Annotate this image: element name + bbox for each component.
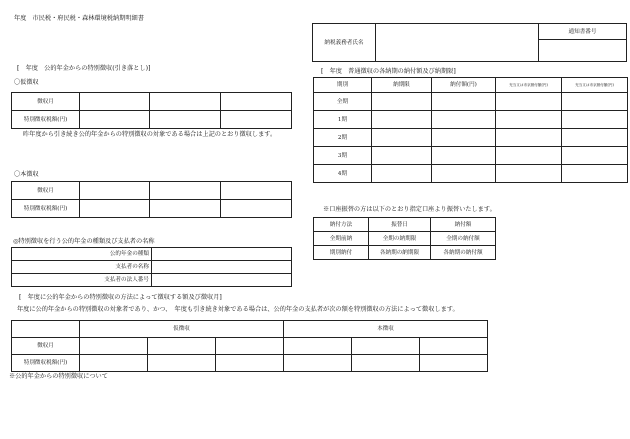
ordinary-cell: [562, 93, 628, 111]
pension-type-label: 公的年金の種類: [12, 248, 152, 261]
bank-header-amount: 納付額: [431, 218, 496, 232]
footer-note: ※公的年金からの特別徴収について: [9, 373, 108, 380]
provisional-note: 昨年度から引き続き公的年金からの特別徴収の対象である場合は上記のとおり徴収します。: [23, 131, 277, 138]
next-note: 年度に公的年金からの特別徴収の対象者であり、かつ、 年度も引き続き対象である場合は、公的年金の支払者が次の額を特別徴収の方法によって徴収します。: [17, 306, 459, 313]
next-main-header: 本徴収: [284, 321, 488, 338]
bank-amount: 各納期の納付額: [431, 246, 496, 260]
bank-amount: 全期の納付額: [431, 232, 496, 246]
next-section-title: [ 年度に公的年金からの特別徴収の方法によって徴収する額及び徴収月]: [19, 294, 222, 301]
taxpayer-name-label: 納税義務者氏名: [313, 24, 376, 62]
next-corner-cell: [12, 321, 80, 338]
ordinary-cell: [432, 165, 496, 183]
bank-header-method: 納付方法: [314, 218, 369, 232]
ordinary-period-label: 4期: [314, 165, 372, 183]
provisional-amount-label: 特別徴収税額(円): [12, 111, 80, 129]
bank-transfer-date: 全期の納期限: [369, 232, 431, 246]
next-cell: [284, 338, 352, 355]
ordinary-period-label: 2期: [314, 129, 372, 147]
main-month-cell: [150, 182, 221, 200]
ordinary-cell: [432, 93, 496, 111]
ordinary-cell: [372, 165, 432, 183]
next-cell: [216, 355, 284, 372]
notice-number-value: [539, 40, 627, 62]
next-cell: [284, 355, 352, 372]
bank-method: 期別納付: [314, 246, 369, 260]
ordinary-header-amount: 納付額(円): [432, 78, 496, 93]
main-amount-cell: [221, 200, 292, 218]
bank-transfer-date: 各納期の納期限: [369, 246, 431, 260]
provisional-month-label: 徴収月: [12, 93, 80, 111]
next-cell: [80, 338, 148, 355]
provisional-table: [11, 92, 292, 129]
notice-number-label: 通知書番号: [539, 24, 627, 40]
provisional-amount-cell: [221, 111, 292, 129]
ordinary-cell: [496, 147, 562, 165]
ordinary-cell: [432, 111, 496, 129]
next-cell: [420, 355, 488, 372]
ordinary-table: [313, 77, 628, 183]
main-table: [11, 181, 292, 218]
taxpayer-box: [312, 23, 627, 62]
ordinary-cell: [562, 129, 628, 147]
payer-name-value: [152, 261, 292, 274]
next-cell: [420, 338, 488, 355]
ordinary-period-label: 全期: [314, 93, 372, 111]
main-month-label: 徴収月: [12, 182, 80, 200]
ordinary-cell: [432, 147, 496, 165]
ordinary-cell: [562, 147, 628, 165]
bank-header-transfer-date: 振替日: [369, 218, 431, 232]
ordinary-cell: [496, 111, 562, 129]
provisional-month-cell: [150, 93, 221, 111]
main-amount-label: 特別徴収税額(円): [12, 200, 80, 218]
pension-section-title: [ 年度 公的年金からの特別徴収(引き落とし)]: [17, 65, 151, 72]
ordinary-cell: [496, 129, 562, 147]
provisional-amount-cell: [80, 111, 150, 129]
main-heading: 〇本徴収: [14, 171, 39, 178]
ordinary-header-applied-amount: 充当又は市京納付額(円): [562, 78, 628, 93]
ordinary-period-label: 3期: [314, 147, 372, 165]
taxpayer-name-value: [376, 24, 539, 62]
bank-table: [313, 217, 496, 260]
ordinary-cell: [372, 93, 432, 111]
provisional-heading: 〇仮徴収: [14, 79, 39, 86]
main-amount-cell: [150, 200, 221, 218]
ordinary-cell: [496, 165, 562, 183]
next-cell: [352, 338, 420, 355]
main-month-cell: [80, 182, 150, 200]
ordinary-header-applied-amount: 充当又は市京納付額(円): [496, 78, 562, 93]
ordinary-cell: [432, 129, 496, 147]
next-amount-label: 特別徴収税額(円): [12, 355, 80, 372]
payer-table: [11, 247, 292, 287]
next-cell: [148, 355, 216, 372]
next-cell: [80, 355, 148, 372]
next-month-label: 徴収月: [12, 338, 80, 355]
page-title: 年度 市民税・府民税・森林環境税納期明細書: [14, 15, 144, 22]
next-cell: [216, 338, 284, 355]
ordinary-header-period: 期別: [314, 78, 372, 93]
ordinary-cell: [496, 93, 562, 111]
next-cell: [352, 355, 420, 372]
ordinary-cell: [562, 111, 628, 129]
ordinary-cell: [562, 165, 628, 183]
ordinary-cell: [372, 111, 432, 129]
ordinary-cell: [372, 147, 432, 165]
payer-name-label: 支払者の名称: [12, 261, 152, 274]
provisional-month-cell: [80, 93, 150, 111]
next-year-table: [11, 320, 488, 372]
ordinary-section-title: [ 年度 普通徴収の各納期の納付額及び納期限]: [321, 68, 456, 75]
pension-type-value: [152, 248, 292, 261]
next-provisional-header: 仮徴収: [80, 321, 284, 338]
next-cell: [148, 338, 216, 355]
bank-note: ※口座振替の方は以下のとおり指定口座より振替いたします。: [323, 206, 496, 213]
payer-heading: ◎特別徴収を行う公的年金の種類及び支払者の名称: [13, 238, 155, 245]
provisional-amount-cell: [150, 111, 221, 129]
bank-method: 全期前納: [314, 232, 369, 246]
ordinary-header-due-date: 納期限: [372, 78, 432, 93]
provisional-month-cell: [221, 93, 292, 111]
main-month-cell: [221, 182, 292, 200]
ordinary-cell: [372, 129, 432, 147]
main-amount-cell: [80, 200, 150, 218]
payer-corp-number-value: [152, 274, 292, 287]
ordinary-period-label: 1期: [314, 111, 372, 129]
payer-corp-number-label: 支払者の法人番号: [12, 274, 152, 287]
